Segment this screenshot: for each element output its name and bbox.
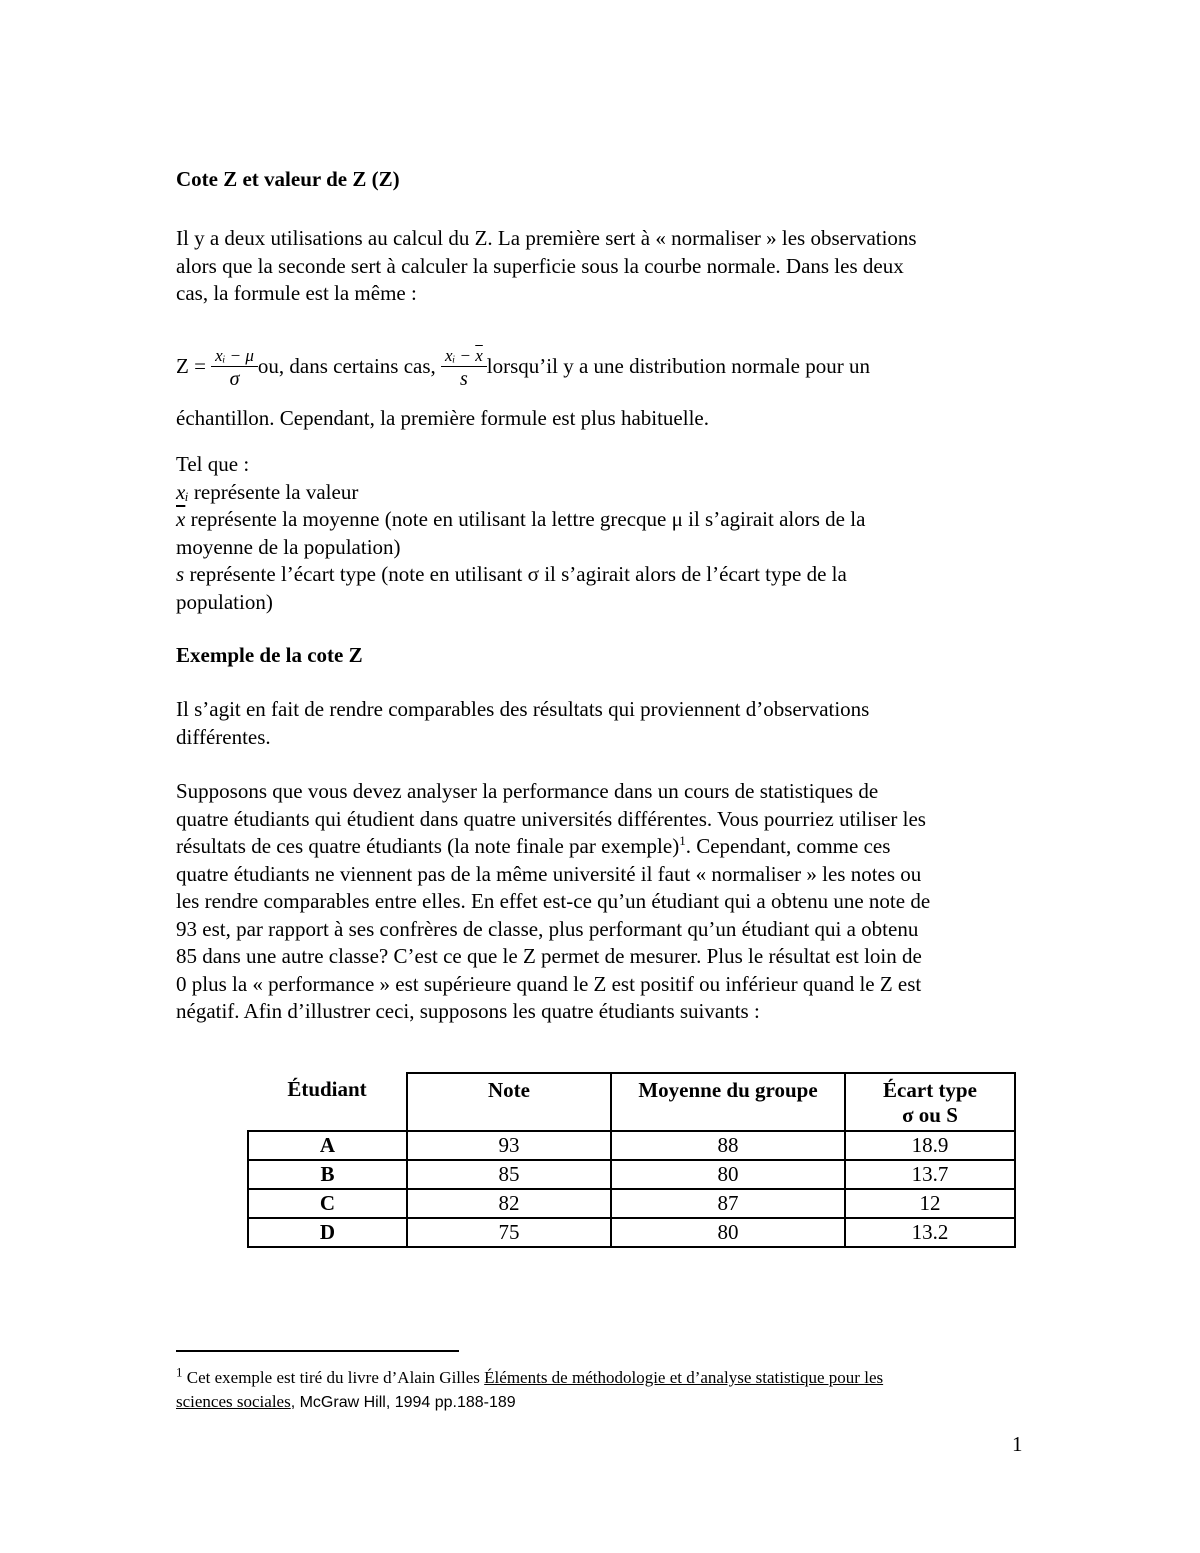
fraction-2-numerator-xbar: $\overline{x}$	[475, 345, 483, 365]
symbol-s: s	[176, 562, 185, 586]
header-note: Note	[407, 1073, 611, 1131]
cell-ecart: 18.9	[845, 1131, 1015, 1160]
formula-next-line: échantillon. Cependant, la première formule est plus habituelle.	[176, 406, 709, 430]
cell-ecart: 13.2	[845, 1218, 1015, 1247]
symbol-xbar: $\overline{x}$	[176, 507, 186, 531]
table-row	[248, 1218, 1015, 1247]
definition-s	[176, 561, 1036, 589]
fraction-1-numerator: xᵢ − μ	[211, 346, 258, 367]
definition-s-cont: population)	[176, 589, 273, 614]
definitions	[176, 451, 1036, 616]
cell-note: 82	[407, 1189, 611, 1218]
footnote-pre: Cet exemple est tiré du livre d’Alain Gilles	[182, 1368, 485, 1387]
definition-s-text: représente l’écart type (note en utilisant σ il s’agirait alors de l’écart type de la	[184, 562, 847, 586]
footnote-mark: 1	[176, 1364, 183, 1380]
header-ecart-type	[845, 1073, 1015, 1131]
cell-moyenne: 80	[611, 1218, 845, 1247]
paragraph-2-line-5: les rendre comparables entre elles. En effet est-ce qu’un étudiant qui a obtenu une note de	[176, 889, 931, 913]
cell-note: 93	[407, 1131, 611, 1160]
paragraph-2	[176, 778, 1036, 1026]
paragraph-2-line-6: 93 est, par rapport à ses confrères de classe, plus performant qu’un étudiant qui a obtenu	[176, 916, 919, 941]
definition-xbar-text: représente la moyenne (note en utilisant la lettre grecque μ il s’agirait alors de la	[185, 507, 866, 531]
heading-exemple: Exemple de la cote Z	[176, 643, 363, 667]
intro-line-1: Il y a deux utilisations au calcul du Z. La première sert à « normaliser » les observations	[176, 226, 917, 250]
footnote	[176, 1366, 1036, 1415]
cell-moyenne: 80	[611, 1160, 845, 1189]
cell-ecart: 13.7	[845, 1160, 1015, 1189]
footnote-separator	[176, 1350, 459, 1352]
paragraph-2-line-3	[176, 833, 1036, 861]
paragraph-2-line-1: Supposons que vous devez analyser la performance dans un cours de statistiques de	[176, 779, 879, 803]
footnote-book-title: Éléments de méthodologie et d’analyse statistique pour les	[484, 1368, 884, 1387]
intro-line-3: cas, la formule est la même :	[176, 281, 417, 305]
symbol-xi: xᵢ	[176, 479, 189, 504]
formula-tail-text: lorsqu’il y a une distribution normale pour un	[486, 354, 870, 378]
paragraph-1-line-1: Il s’agit en fait de rendre comparables des résultats qui proviennent d’observations	[176, 697, 870, 721]
cell-student: A	[248, 1131, 407, 1160]
table-row	[248, 1160, 1015, 1189]
fraction-1-denominator: σ	[229, 367, 240, 390]
formula-lhs: Z =	[176, 354, 206, 378]
fraction-2-denominator: s	[460, 367, 468, 390]
definitions-intro: Tel que :	[176, 452, 250, 476]
header-ecart-type-line-2: σ ou S	[902, 1103, 958, 1127]
header-etudiant: Étudiant	[287, 1077, 367, 1101]
cell-moyenne: 88	[611, 1131, 845, 1160]
cell-student: D	[248, 1218, 407, 1247]
fraction-2-numerator	[441, 346, 487, 367]
table-row	[248, 1131, 1015, 1160]
cell-note: 85	[407, 1160, 611, 1189]
footnote-reference[interactable]: 1	[679, 833, 686, 848]
cell-student: B	[248, 1160, 407, 1189]
paragraph-2-line-9: négatif. Afin d’illustrer ceci, supposons les quatre étudiants suivants :	[176, 999, 760, 1023]
cell-note: 75	[407, 1218, 611, 1247]
formula-middle-text: ou, dans certains cas,	[257, 354, 436, 378]
definition-xi-text: représente la valeur	[188, 479, 359, 504]
formula-line	[176, 337, 1036, 433]
header-moyenne: Moyenne du groupe	[611, 1073, 845, 1131]
fraction-2-numerator-a: xᵢ −	[445, 345, 476, 365]
formula-fraction-1	[211, 346, 258, 391]
paragraph-1	[176, 696, 1036, 751]
paragraph-2-line-8: 0 plus la « performance » est supérieure quand le Z est positif ou inférieur quand le Z est	[176, 971, 922, 996]
header-ecart-type-line-1: Écart type	[883, 1078, 977, 1102]
cell-student: C	[248, 1189, 407, 1218]
footnote-line-2	[176, 1390, 1036, 1415]
heading-cote-z: Cote Z et valeur de Z (Z)	[176, 167, 400, 191]
paragraph-2-line-3-tail: . Cependant, comme ces	[685, 834, 891, 858]
cell-moyenne: 87	[611, 1189, 845, 1218]
paragraph-2-line-4: quatre étudiants ne viennent pas de la même université il faut « normaliser » les notes ou	[176, 861, 922, 886]
definition-xbar	[176, 506, 1036, 534]
paragraph-2-line-3-text: résultats de ces quatre étudiants (la note finale par exemple)	[176, 834, 680, 858]
paragraph-2-line-7: 85 dans une autre classe? C’est ce que le Z permet de mesurer. Plus le résultat est loin de	[176, 944, 922, 968]
table-row	[248, 1189, 1015, 1218]
definition-xbar-cont: moyenne de la population)	[176, 534, 401, 559]
students-table	[247, 1072, 1016, 1248]
cell-ecart: 12	[845, 1189, 1015, 1218]
definition-xi	[176, 479, 1036, 507]
footnote-line-1	[176, 1366, 1036, 1390]
paragraph-2-line-2: quatre étudiants qui étudient dans quatre universités différentes. Vous pourriez utiliser les	[176, 806, 926, 831]
footnote-publisher: , McGraw Hill, 1994 pp.188-189	[290, 1394, 516, 1411]
page-number: 1	[1012, 1432, 1023, 1456]
footnote-book-title-2: sciences sociales	[176, 1392, 291, 1411]
formula-fraction-2	[441, 346, 487, 391]
intro-line-2: alors que la seconde sert à calculer la superficie sous la courbe normale. Dans les deux	[176, 253, 904, 278]
paragraph-1-line-2: différentes.	[176, 724, 271, 749]
intro-paragraph	[176, 225, 1036, 308]
table-header-row	[248, 1073, 1015, 1131]
